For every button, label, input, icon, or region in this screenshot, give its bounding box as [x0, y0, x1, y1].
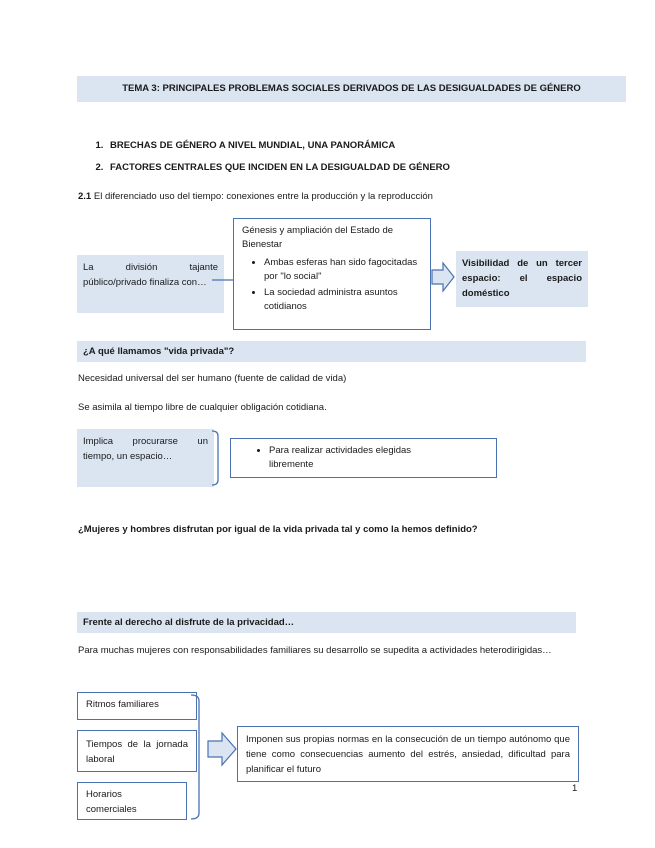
block-arrow-icon — [431, 262, 455, 292]
list-item: • La sociedad administra asuntos cotidianos — [264, 286, 422, 314]
question: ¿Mujeres y hombres disfrutan por igual de la vida privada tal y como la hemos definido? — [78, 524, 478, 535]
tercer-espacio-text: Visibilidad de un tercer espacio: el espacio doméstico — [462, 258, 582, 299]
list-item: • Ambas esferas han sido fagocitadas por "lo social" — [264, 256, 422, 284]
numbered-list — [78, 135, 626, 179]
section-number: 2.1 — [78, 191, 92, 202]
bracket-icon — [191, 694, 205, 820]
arrow-left-center — [212, 272, 234, 288]
bracket-icon — [212, 430, 224, 486]
list-item: 1. BRECHAS DE GÉNERO A NIVEL MUNDIAL, UNA PANORÁMICA — [106, 135, 626, 157]
horarios-text: Horarios comerciales — [86, 789, 137, 815]
list-item: • Para realizar actividades elegidas libremente — [269, 444, 429, 472]
section-heading — [78, 191, 638, 202]
estado-title: Génesis y ampliación del Estado de Bienestar — [242, 225, 394, 250]
privacidad-heading — [77, 612, 576, 633]
consecuencias-text: Imponen sus propias normas en la consecución de un tiempo autónomo que tiene como consecuencias aumento del estrés, ansiedad, dificultad para planificar el futuro — [246, 734, 570, 775]
implica-text: Implica procurarse un tiempo, un espacio… — [83, 436, 208, 462]
privacidad-title: Frente al derecho al disfrute de la privacidad… — [83, 617, 295, 628]
division-box — [77, 255, 224, 313]
page-number: 1 — [572, 783, 578, 794]
estado-bullets — [242, 256, 422, 314]
consecuencias-box — [237, 726, 579, 782]
actividades-bullets — [239, 444, 429, 472]
list-item: 2. FACTORES CENTRALES QUE INCIDEN EN LA DESIGUALDAD DE GÉNERO — [106, 157, 626, 179]
page-title: TEMA 3: PRINCIPALES PROBLEMAS SOCIALES DERIVADOS DE LAS DESIGUALDADES DE GÉNERO — [122, 83, 581, 94]
section-title: El diferenciado uso del tiempo: conexiones entre la producción y la reproducción — [93, 191, 433, 202]
ritmos-text: Ritmos familiares — [86, 699, 159, 710]
privacidad-paragraph: Para muchas mujeres con responsabilidades familiares su desarrollo se supedita a actividades heterodirigidas… — [78, 645, 552, 656]
vida-privada-line-1: Necesidad universal del ser humano (fuente de calidad de vida) — [78, 373, 347, 384]
tiempos-text: Tiempos de la jornada laboral — [86, 739, 188, 765]
division-text: La división tajante público/privado finaliza con… — [83, 262, 218, 288]
tercer-espacio-box — [456, 251, 588, 307]
estado-bienestar-box — [233, 218, 431, 330]
ritmos-box — [77, 692, 197, 720]
implica-box — [77, 429, 214, 487]
vida-privada-title: ¿A qué llamamos "vida privada"? — [83, 346, 235, 357]
actividades-box — [230, 438, 497, 478]
vida-privada-heading — [77, 341, 586, 362]
title-band — [77, 76, 626, 102]
vida-privada-line-2: Se asimila al tiempo libre de cualquier obligación cotidiana. — [78, 402, 327, 413]
tiempos-box — [77, 730, 197, 772]
horarios-box — [77, 782, 187, 820]
block-arrow-icon — [207, 732, 237, 766]
